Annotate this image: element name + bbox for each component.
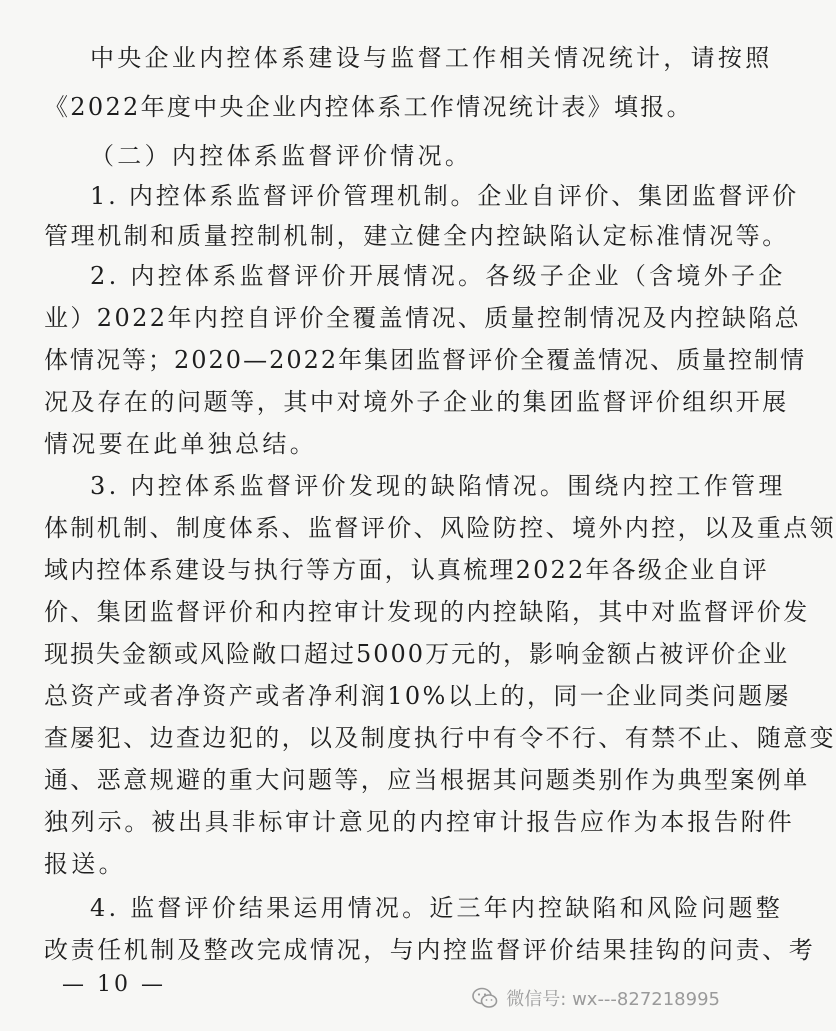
- text-line-9: 况及存在的问题等，其中对境外子企业的集团监督评价组织开展: [44, 388, 789, 416]
- wechat-icon: [472, 987, 498, 1009]
- text-line-16: 总资产或者净资产或者净利润10%以上的，同一企业同类问题屡: [44, 682, 791, 710]
- text-line-14: 价、集团监督评价和内控审计发现的内控缺陷，其中对监督评价发: [44, 598, 810, 626]
- text-line-7: 业）2022年内控自评价全覆盖情况、质量控制情况及内控缺陷总: [44, 304, 802, 332]
- text-line-6: 2. 内控体系监督评价开展情况。各级子企业（含境外子企: [90, 262, 786, 290]
- text-line-19: 独列示。被出具非标审计意见的内控审计报告应作为本报告附件: [44, 808, 795, 836]
- text-line-12: 体制机制、制度体系、监督评价、风险防控、境外内控，以及重点领: [44, 514, 836, 542]
- page-number: — 10 —: [62, 972, 166, 997]
- text-line-4: 1. 内控体系监督评价管理机制。企业自评价、集团监督评价: [90, 182, 799, 210]
- text-line-13: 域内控体系建设与执行等方面，认真梳理2022年各级企业自评: [44, 556, 769, 584]
- text-line-8: 体情况等；2020—2022年集团监督评价全覆盖情况、质量控制情: [44, 346, 807, 374]
- text-line-5: 管理机制和质量控制机制，建立健全内控缺陷认定标准情况等。: [44, 222, 789, 250]
- text-line-2: 《2022年度中央企业内控体系工作情况统计表》填报。: [44, 93, 693, 121]
- text-line-1: 中央企业内控体系建设与监督工作相关情况统计，请按照: [90, 44, 773, 72]
- text-line-17: 查屡犯、边查边犯的，以及制度执行中有令不行、有禁不止、随意变: [44, 724, 836, 752]
- text-line-22: 改责任机制及整改完成情况，与内控监督评价结果挂钩的问责、考: [44, 936, 816, 964]
- section-heading: （二）内控体系监督评价情况。: [90, 142, 473, 170]
- text-line-20: 报送。: [44, 850, 126, 878]
- watermark-text: 微信号: wx---827218995: [506, 989, 720, 1010]
- wechat-watermark: [472, 985, 720, 1011]
- text-line-10: 情况要在此单独总结。: [44, 430, 317, 458]
- text-line-21: 4. 监督评价结果运用情况。近三年内控缺陷和风险问题整: [90, 894, 783, 922]
- text-line-18: 通、恶意规避的重大问题等，应当根据其问题类别作为典型案例单: [44, 766, 810, 794]
- text-line-11: 3. 内控体系监督评价发现的缺陷情况。围绕内控工作管理: [90, 472, 786, 500]
- text-line-15: 现损失金额或风险敞口超过5000万元的，影响金额占被评价企业: [44, 640, 790, 668]
